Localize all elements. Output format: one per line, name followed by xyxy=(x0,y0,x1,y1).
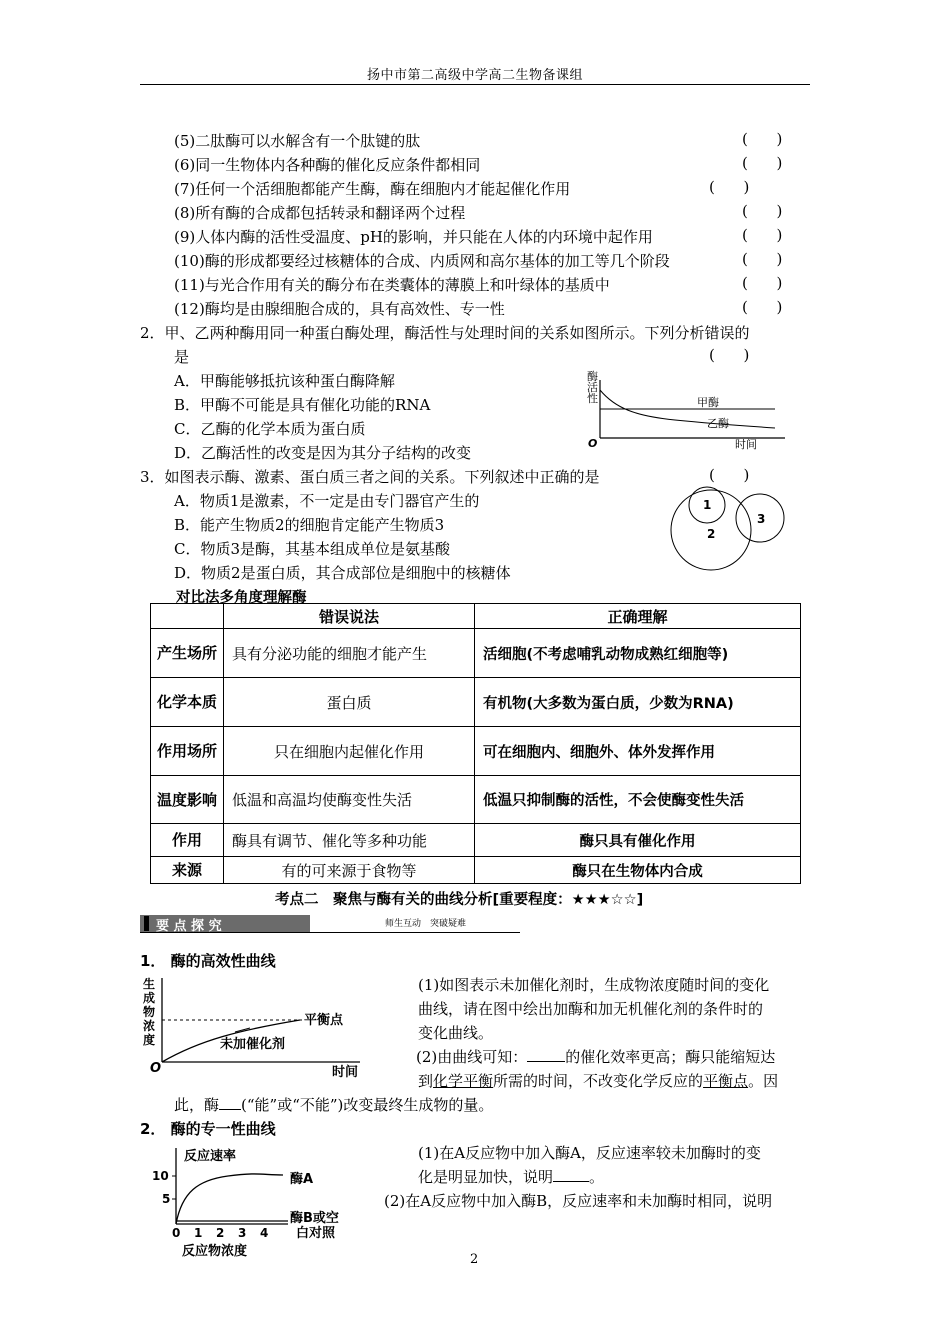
table-header-row xyxy=(151,604,801,629)
curve1-text-1: (1)如图表示未加催化剂时，生成物浓度随时间的变化 xyxy=(418,976,770,994)
judgement-answer-8[interactable]: ( ) xyxy=(742,202,783,220)
c2-label-enzyme-a: 酶A xyxy=(290,1172,314,1187)
curve1-blank-1[interactable] xyxy=(527,1047,565,1062)
judgement-item-7: (7)任何一个活细胞都能产生酶，酶在细胞内才能起催化作用 xyxy=(174,180,571,198)
curve1-text-4a: (2)由曲线可知： xyxy=(416,1048,528,1066)
judgement-item-5: (5)二肽酶可以水解含有一个肽键的肽 xyxy=(174,132,421,150)
q2-label-jia: 甲酶 xyxy=(697,396,719,409)
table-cell-right: 酶只具有催化作用 xyxy=(475,824,801,857)
q2-option-a: A．甲酶能够抵抗该种蛋白酶降解 xyxy=(174,372,395,390)
curve1-text-2: 曲线，请在图中绘出加酶和加无机催化剂的条件时的 xyxy=(418,1000,764,1018)
judgement-answer-12[interactable]: ( ) xyxy=(742,298,783,316)
table-cell-wrong: 具有分泌功能的细胞才能产生 xyxy=(224,629,475,678)
table-cell-right: 酶只在生物体内合成 xyxy=(475,857,801,884)
table-row xyxy=(151,727,801,776)
c1-origin: O xyxy=(150,1061,162,1076)
judgement-answer-5[interactable]: ( ) xyxy=(742,130,783,148)
table-row xyxy=(151,857,801,884)
curve1-text-5c: 。因 xyxy=(748,1072,779,1090)
c2-label-enzyme-b-1: 酶B或空 xyxy=(290,1211,339,1226)
curve1-blank-2[interactable] xyxy=(219,1095,241,1110)
judgement-answer-6[interactable]: ( ) xyxy=(742,154,783,172)
table-cell-wrong: 蛋白质 xyxy=(224,678,475,727)
table-cell-wrong: 酶具有调节、催化等多种功能 xyxy=(224,824,475,857)
c2-enzyme-a-curve xyxy=(176,1174,283,1224)
c2-label-enzyme-b-2: 白对照 xyxy=(296,1226,336,1241)
judgement-answer-7[interactable]: ( ) xyxy=(709,178,750,196)
q2-y-label-1: 酶 xyxy=(587,370,598,383)
q3-answer[interactable]: ( ) xyxy=(709,466,750,484)
q2-stem: 2．甲、乙两种酶用同一种蛋白酶处理，酶活性与处理时间的关系如图所示。下列分析错误的 xyxy=(140,324,750,342)
q2-enzyme-activity-figure xyxy=(585,368,790,450)
curve2-text-3: (2)在A反应物中加入酶B，反应速率和未加酶时相同，说明 xyxy=(384,1192,773,1210)
judgement-item-11: (11)与光合作用有关的酶分布在类囊体的薄膜上和叶绿体的基质中 xyxy=(174,276,610,294)
page-header-title: 扬中市第二高级中学高二生物备课组 xyxy=(366,68,583,83)
c2-xtick-3: 3 xyxy=(238,1226,247,1240)
banner-rule xyxy=(140,932,520,933)
table-header-blank xyxy=(151,604,224,629)
table-cell-key: 作用场所 xyxy=(151,727,224,776)
c1-y-label-5: 度 xyxy=(143,1033,156,1047)
q2-y-label-3: 性 xyxy=(587,392,598,405)
q2-y-label-2: 活 xyxy=(587,381,598,394)
curve2-text-2 xyxy=(418,1166,604,1187)
c2-xtick-0: 0 xyxy=(172,1226,181,1240)
q2-label-yi: 乙酶 xyxy=(707,417,729,430)
curve1-text-4b: 的催化效率更高；酶只能缩短达 xyxy=(565,1048,776,1066)
curve1-text-5b: 所需的时间，不改变化学反应的 xyxy=(493,1072,704,1090)
section-2-title: 考点二 聚焦与酶有关的曲线分析[重要程度：★★★☆☆] xyxy=(275,892,644,908)
curve1-underline-balance: 平衡点 xyxy=(703,1072,749,1090)
judgement-answer-9[interactable]: ( ) xyxy=(742,226,783,244)
curve1-text-6 xyxy=(174,1094,493,1115)
c1-y-label-4: 浓 xyxy=(143,1019,156,1033)
table-row xyxy=(151,776,801,824)
c1-balance-label: 平衡点 xyxy=(304,1013,344,1028)
table-row xyxy=(151,629,801,678)
table-cell-wrong: 低温和高温均使酶变性失活 xyxy=(224,776,475,824)
curve1-text-3: 变化曲线。 xyxy=(418,1024,494,1042)
judgement-answer-11[interactable]: ( ) xyxy=(742,274,783,292)
c2-ytick-10: 10 xyxy=(152,1169,169,1183)
venn-label-1: 1 xyxy=(703,498,712,512)
venn-label-3: 3 xyxy=(757,512,766,526)
curve1-text-5a: 到 xyxy=(418,1072,434,1090)
table-cell-wrong: 只在细胞内起催化作用 xyxy=(224,727,475,776)
q3-stem: 3．如图表示酶、激素、蛋白质三者之间的关系。下列叙述中正确的是 xyxy=(140,468,600,486)
q3-venn-figure xyxy=(665,478,790,574)
judgement-answer-10[interactable]: ( ) xyxy=(742,250,783,268)
table-header-wrong: 错误说法 xyxy=(224,604,475,629)
judgement-item-8: (8)所有酶的合成都包括转录和翻译两个过程 xyxy=(174,204,466,222)
c2-x-label: 反应物浓度 xyxy=(182,1244,248,1259)
table-cell-right: 活细胞(不考虑哺乳动物成熟红细胞等) xyxy=(475,629,801,678)
curve1-text-6b: (“能”或“不能”)改变最终生成物的量。 xyxy=(241,1096,494,1114)
c1-y-label-2: 成 xyxy=(143,991,156,1005)
efficiency-curve-figure xyxy=(140,972,372,1080)
c2-y-label: 反应速率 xyxy=(184,1149,237,1164)
q2-answer[interactable]: ( ) xyxy=(709,346,750,364)
q2-option-d: D．乙酶活性的改变是因为其分子结构的改变 xyxy=(174,444,472,462)
table-cell-wrong: 有的可来源于食物等 xyxy=(224,857,475,884)
table-cell-key: 产生场所 xyxy=(151,629,224,678)
curve1-text-4 xyxy=(416,1046,775,1067)
judgement-item-6: (6)同一生物体内各种酶的催化反应条件都相同 xyxy=(174,156,481,174)
curve2-blank-1[interactable] xyxy=(553,1167,589,1182)
comparison-table xyxy=(150,603,801,884)
header-rule xyxy=(140,84,810,85)
page-number: 2 xyxy=(470,1252,479,1267)
curve1-heading: 1． 酶的高效性曲线 xyxy=(140,952,276,970)
table-cell-key: 作用 xyxy=(151,824,224,857)
section-banner xyxy=(140,914,520,934)
curve2-heading: 2． 酶的专一性曲线 xyxy=(140,1120,276,1138)
table-cell-key: 化学本质 xyxy=(151,678,224,727)
judgement-item-10: (10)酶的形成都要经过核糖体的合成、内质网和高尔基体的加工等几个阶段 xyxy=(174,252,670,270)
c2-xtick-2: 2 xyxy=(216,1226,225,1240)
curve2-text-2b: 。 xyxy=(589,1168,605,1186)
table-header-right: 正确理解 xyxy=(475,604,801,629)
table-row xyxy=(151,824,801,857)
table-row xyxy=(151,678,801,727)
c1-y-label-1: 生 xyxy=(143,977,156,991)
curve2-text-1: (1)在A反应物中加入酶A，反应速率较未加酶时的变 xyxy=(418,1144,761,1162)
c1-curve-label: 未加催化剂 xyxy=(220,1037,286,1052)
c1-x-label: 时间 xyxy=(332,1065,359,1080)
c1-y-label-3: 物 xyxy=(143,1005,156,1019)
curve1-text-6a: 此，酶 xyxy=(174,1096,220,1114)
curve1-underline-equilibrium: 化学平衡 xyxy=(433,1072,494,1090)
table-cell-key: 温度影响 xyxy=(151,776,224,824)
table-cell-right: 低温只抑制酶的活性，不会使酶变性失活 xyxy=(475,776,801,824)
q3-option-d: D．物质2是蛋白质，其合成部位是细胞中的核糖体 xyxy=(174,564,511,582)
q2-option-c: C．乙酶的化学本质为蛋白质 xyxy=(174,420,366,438)
q3-option-b: B．能产生物质2的细胞肯定能产生物质3 xyxy=(174,516,445,534)
c2-xtick-4: 4 xyxy=(260,1226,269,1240)
judgement-item-9: (9)人体内酶的活性受温度、pH的影响，并只能在人体的内环境中起作用 xyxy=(174,228,653,246)
banner-subtitle: 师生互动 突破疑难 xyxy=(385,919,467,929)
q3-option-a: A．物质1是激素，不一定是由专门器官产生的 xyxy=(174,492,480,510)
c2-ytick-5: 5 xyxy=(162,1192,171,1206)
q3-option-c: C．物质3是酶，其基本组成单位是氨基酸 xyxy=(174,540,451,558)
table-cell-right: 可在细胞内、细胞外、体外发挥作用 xyxy=(475,727,801,776)
c2-xtick-1: 1 xyxy=(194,1226,203,1240)
judgement-item-12: (12)酶均是由腺细胞合成的，具有高效性、专一性 xyxy=(174,300,505,318)
table-cell-key: 来源 xyxy=(151,857,224,884)
q2-option-b: B．甲酶不可能是具有催化功能的RNA xyxy=(174,396,431,414)
banner-title: 要 点 探 究 xyxy=(156,919,222,934)
q2-x-label: 时间 xyxy=(735,438,757,450)
curve1-text-5 xyxy=(418,1070,778,1091)
table-cell-right: 有机物(大多数为蛋白质，少数为RNA) xyxy=(475,678,801,727)
q2-stem-cont: 是 xyxy=(174,348,190,366)
specificity-curve-figure xyxy=(148,1142,370,1260)
venn-label-2: 2 xyxy=(707,527,716,541)
curve2-text-2a: 化是明显加快，说明 xyxy=(418,1168,554,1186)
q2-origin: O xyxy=(588,437,598,450)
compare-title: 对比法多角度理解酶 xyxy=(176,590,307,606)
banner-mark xyxy=(144,916,149,931)
